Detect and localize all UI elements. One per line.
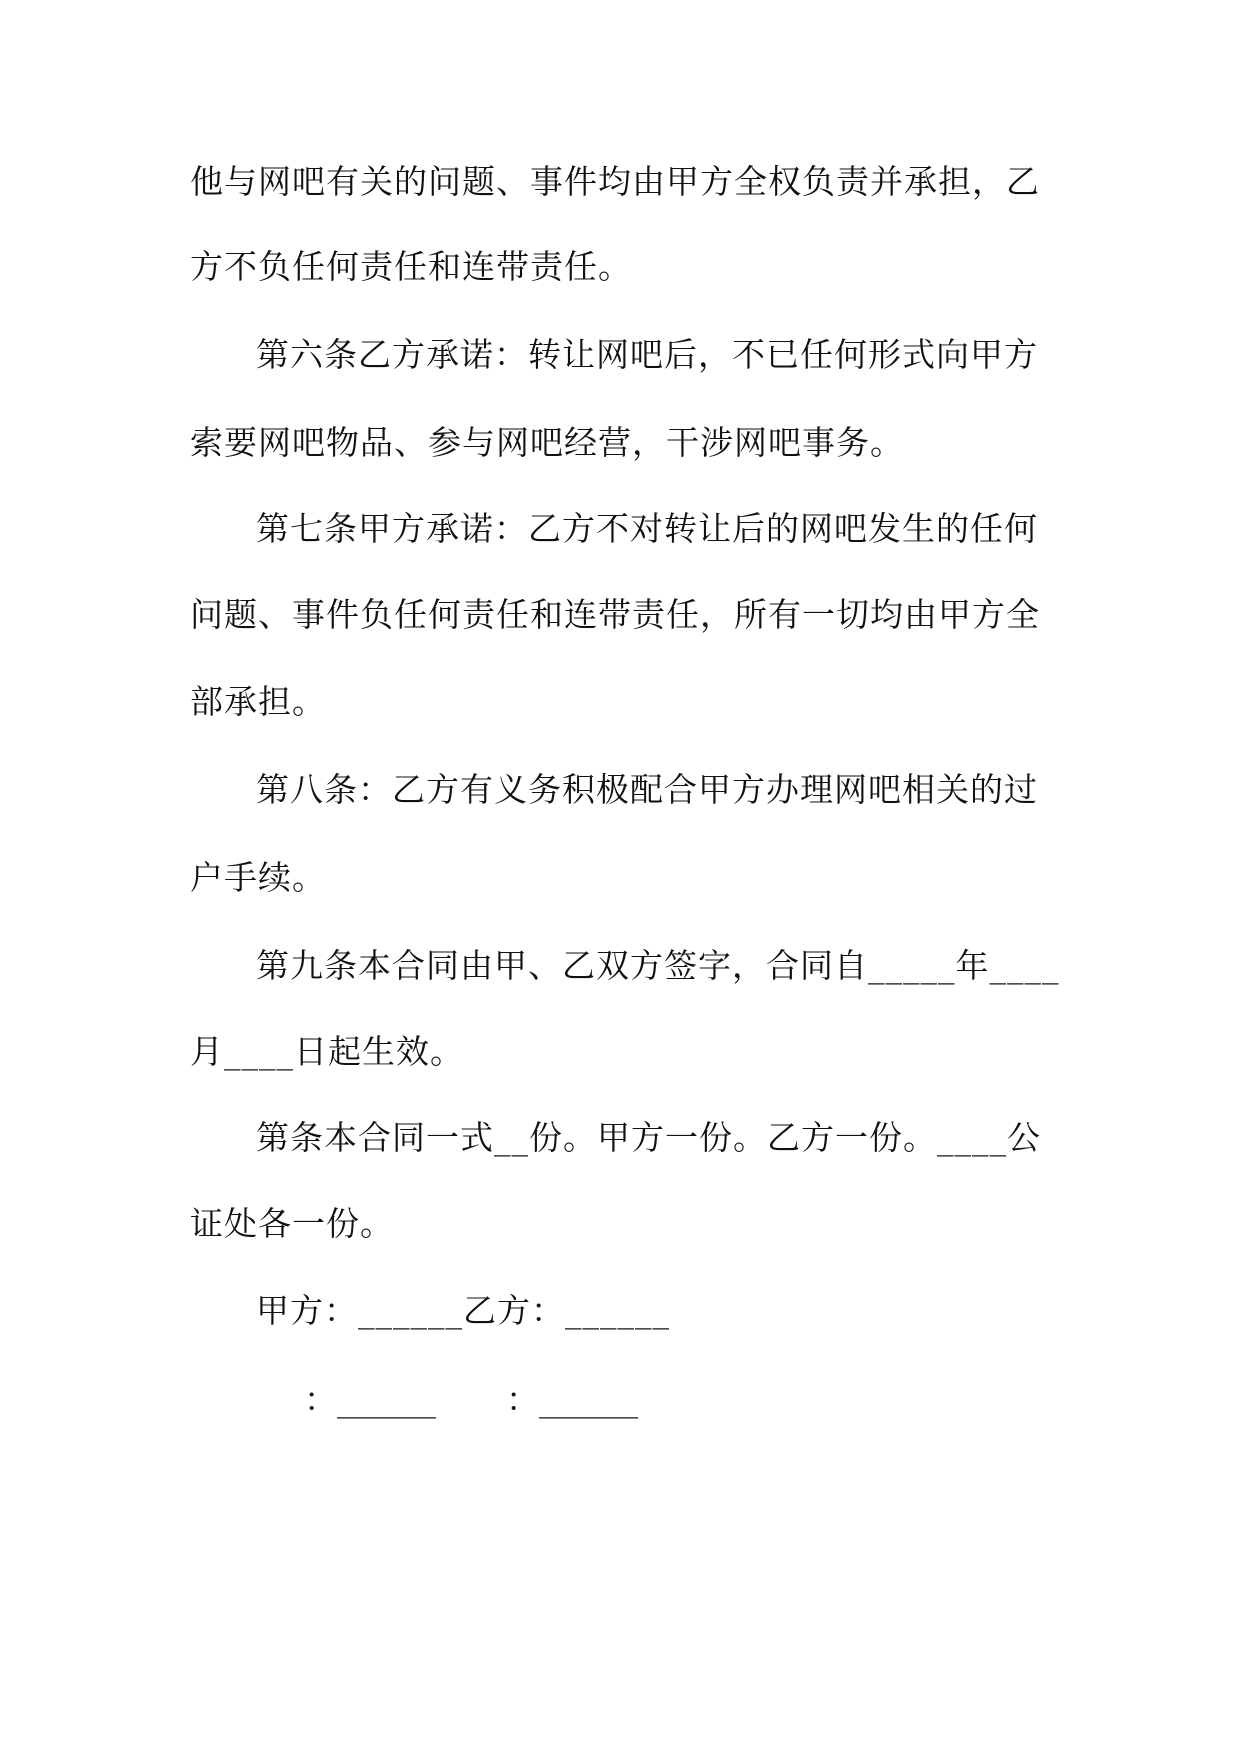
paragraph-line: 月____日起生效。 bbox=[190, 1032, 464, 1071]
signature-rep-a: ：______ bbox=[304, 1380, 436, 1419]
paragraph-line: 索要网吧物品、参与网吧经营，干涉网吧事务。 bbox=[190, 423, 904, 462]
paragraph-line: 他与网吧有关的问题、事件均由甲方全权负责并承担，乙 bbox=[190, 162, 1040, 201]
signature-party-line: 甲方：______乙方：______ bbox=[256, 1291, 670, 1330]
paragraph-line: 问题、事件负任何责任和连带责任，所有一切均由甲方全 bbox=[190, 595, 1040, 634]
paragraph-line: 户手续。 bbox=[190, 858, 326, 897]
article-7-line: 第七条甲方承诺：乙方不对转让后的网吧发生的任何 bbox=[256, 509, 1038, 548]
paragraph-line: 证处各一份。 bbox=[190, 1204, 394, 1243]
paragraph-line: 部承担。 bbox=[190, 682, 326, 721]
paragraph-line: 方不负任何责任和连带责任。 bbox=[190, 247, 632, 286]
article-6-line: 第六条乙方承诺：转让网吧后，不已任何形式向甲方 bbox=[256, 335, 1038, 374]
article-9-line: 第九条本合同由甲、乙双方签字，合同自_____年____ bbox=[256, 946, 1060, 985]
article-8-line: 第八条：乙方有义务积极配合甲方办理网吧相关的过 bbox=[256, 770, 1038, 809]
article-10-line: 第条本合同一式__份。甲方一份。乙方一份。____公 bbox=[256, 1118, 1041, 1157]
signature-rep-b: ：______ bbox=[506, 1380, 638, 1419]
